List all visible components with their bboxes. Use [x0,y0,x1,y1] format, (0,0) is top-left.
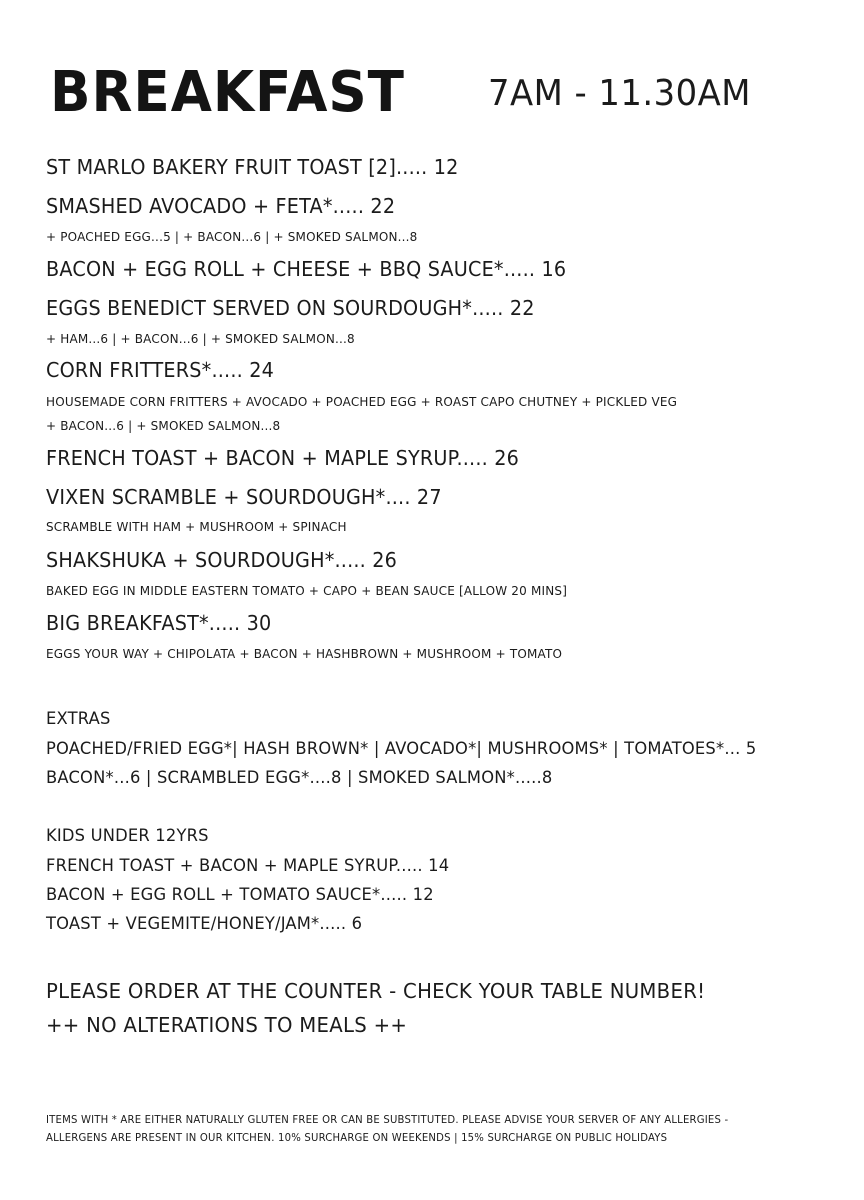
extras-heading: EXTRAS [46,709,111,729]
menu-item-smashed-avocado-addons: + POACHED EGG...5 | + BACON...6 | + SMOKED SALMON...8 [46,229,418,244]
menu-item-eggs-benedict-addons: + HAM...6 | + BACON...6 | + SMOKED SALMON...8 [46,331,355,346]
extras-line: BACON*...6 | SCRAMBLED EGG*....8 | SMOKED SALMON*.....8 [46,768,553,788]
menu-item-vixen-scramble-description: SCRAMBLE WITH HAM + MUSHROOM + SPINACH [46,519,347,534]
menu-item-corn-fritters: CORN FRITTERS*..... 24 [46,358,275,382]
kids-menu-item: TOAST + VEGEMITE/HONEY/JAM*..... 6 [46,914,363,934]
kids-menu-item: BACON + EGG ROLL + TOMATO SAUCE*..... 12 [46,885,434,905]
order-notice: PLEASE ORDER AT THE COUNTER - CHECK YOUR TABLE NUMBER! [46,979,706,1003]
menu-item-shakshuka: SHAKSHUKA + SOURDOUGH*..... 26 [46,548,398,572]
menu-item-french-toast: FRENCH TOAST + BACON + MAPLE SYRUP..... 26 [46,446,520,470]
menu-item-shakshuka-description: BAKED EGG IN MIDDLE EASTERN TOMATO + CAPO + BEAN SAUCE [ALLOW 20 MINS] [46,583,568,598]
alterations-notice: ++ NO ALTERATIONS TO MEALS ++ [46,1013,408,1037]
page-title: BREAKFAST [50,60,405,125]
menu-item-vixen-scramble: VIXEN SCRAMBLE + SOURDOUGH*.... 27 [46,485,442,509]
menu-item-fruit-toast: ST MARLO BAKERY FRUIT TOAST [2]..... 12 [46,155,459,179]
menu-item-corn-fritters-addons: + BACON...6 | + SMOKED SALMON...8 [46,418,281,433]
menu-item-big-breakfast: BIG BREAKFAST*..... 30 [46,611,272,635]
allergen-footer-line: ITEMS WITH * ARE EITHER NATURALLY GLUTEN FREE OR CAN BE SUBSTITUTED. PLEASE ADVISE YOUR SERVER OF ANY ALLERGIES - [46,1114,729,1126]
menu-item-eggs-benedict: EGGS BENEDICT SERVED ON SOURDOUGH*..... 22 [46,296,535,320]
kids-menu-item: FRENCH TOAST + BACON + MAPLE SYRUP..... 14 [46,856,450,876]
service-hours: 7AM - 11.30AM [488,73,751,114]
menu-item-big-breakfast-description: EGGS YOUR WAY + CHIPOLATA + BACON + HASHBROWN + MUSHROOM + TOMATO [46,646,563,661]
menu-item-smashed-avocado: SMASHED AVOCADO + FETA*..... 22 [46,194,396,218]
extras-line: POACHED/FRIED EGG*| HASH BROWN* | AVOCADO*| MUSHROOMS* | TOMATOES*... 5 [46,739,757,759]
kids-heading: KIDS UNDER 12YRS [46,826,209,846]
surcharge-footer-line: ALLERGENS ARE PRESENT IN OUR KITCHEN. 10% SURCHARGE ON WEEKENDS | 15% SURCHARGE ON PUBLIC HOLIDAYS [46,1132,668,1144]
menu-item-corn-fritters-description: HOUSEMADE CORN FRITTERS + AVOCADO + POACHED EGG + ROAST CAPO CHUTNEY + PICKLED VEG [46,394,678,409]
menu-item-bacon-egg-roll: BACON + EGG ROLL + CHEESE + BBQ SAUCE*..... 16 [46,257,567,281]
